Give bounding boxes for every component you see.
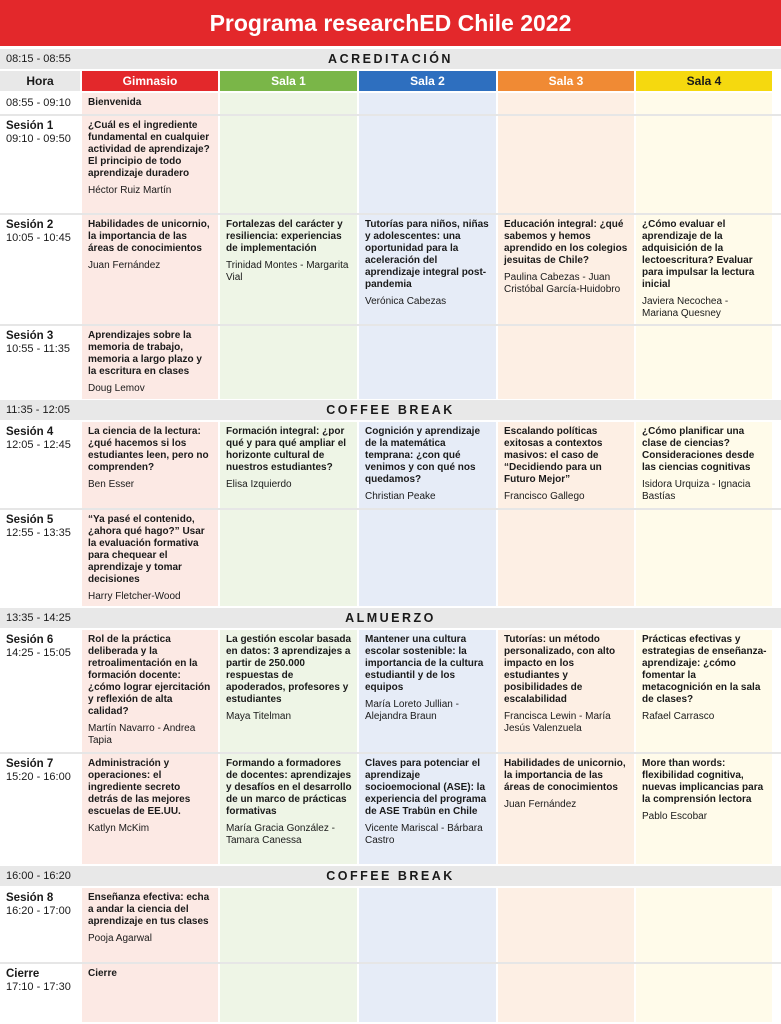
session-title: Habilidades de unicornio, la importancia de las áreas de conocimientos (88, 219, 210, 254)
row-time-sesion-2 (0, 215, 80, 324)
session-time: 12:55 - 13:35 (6, 527, 71, 539)
session-cell (636, 215, 772, 324)
row-time-sesion-5 (0, 510, 80, 606)
session-title: ¿Cómo planificar una clase de ciencias? Consideraciones desde las ciencias cognitivas (642, 426, 755, 473)
session-speaker: Rafael Carrasco (642, 711, 715, 722)
session-title: La ciencia de la lectura: ¿qué hacemos si los estudiantes leen, pero no comprenden? (88, 426, 209, 473)
empty-cell (359, 116, 496, 213)
session-cell (498, 422, 634, 508)
empty-cell (359, 93, 496, 114)
session-speaker: Isidora Urquiza - Ignacia Bastías (642, 479, 751, 502)
row-time-sesion-6 (0, 630, 80, 752)
empty-cell (220, 326, 357, 399)
band-coffee-break (0, 400, 781, 420)
band-acreditacion (0, 49, 781, 69)
session-name: Cierre (6, 968, 40, 980)
session-cell (82, 93, 218, 114)
session-time: 10:55 - 11:35 (6, 343, 71, 355)
session-title: Cognición y aprendizaje de la matemática temprana: ¿con qué venimos y con qué nos quedamos? (365, 426, 481, 485)
session-name: Sesión 4 (6, 426, 54, 438)
session-cell (82, 888, 218, 962)
row-time-sesion-3 (0, 326, 80, 399)
session-title: Habilidades de unicornio, la importancia de las áreas de conocimientos (504, 758, 626, 793)
session-name: Sesión 8 (6, 892, 54, 904)
empty-cell (636, 326, 772, 399)
program-title: Programa researchED Chile 2022 (209, 9, 572, 36)
session-speaker: Harry Fletcher-Wood (88, 591, 181, 602)
band-time: 13:35 - 14:25 (6, 612, 71, 624)
session-title: Tutorías: un método personalizado, con alto impacto en los estudiantes y posibilidades de escalabilidad (504, 634, 616, 705)
empty-cell (220, 93, 357, 114)
session-speaker: Elisa Izquierdo (226, 479, 292, 490)
empty-cell (359, 510, 496, 606)
session-cell (82, 215, 218, 324)
session-speaker: Juan Fernández (504, 799, 577, 810)
session-cell (220, 215, 357, 324)
session-cell (359, 215, 496, 324)
row-time-sesion-1 (0, 116, 80, 213)
column-header-sala-1: Sala 1 (220, 71, 357, 91)
session-speaker: Martín Navarro - Andrea Tapia (88, 723, 196, 746)
empty-cell (220, 964, 357, 1022)
session-title: Formando a formadores de docentes: aprendizajes y desafíos en el desarrollo de un marco de prácticas formativas (226, 758, 352, 817)
session-cell (636, 754, 772, 864)
session-title: Mantener una cultura escolar sostenible: la importancia de la cultura estudiantil y de los equipos (365, 634, 484, 693)
session-cell (220, 754, 357, 864)
session-title: Formación integral: ¿por qué y para qué ampliar el horizonte cultural de nuestros estudiantes? (226, 426, 347, 473)
band-time: 11:35 - 12:05 (6, 404, 71, 416)
session-speaker: Francisca Lewin - María Jesús Valenzuela (504, 711, 611, 734)
session-title: La gestión escolar basada en datos: 3 aprendizajes a partir de 250.000 respuestas de apoderados, profesores y estudiantes (226, 634, 352, 705)
empty-cell (498, 888, 634, 962)
session-cell (82, 510, 218, 606)
session-title: “Ya pasé el contenido, ¿ahora qué hago?” Usar la evaluación formativa para chequear el aprendizaje y tomar decisiones (88, 514, 205, 585)
band-label: ACREDITACIÓN (328, 52, 453, 66)
session-cell (636, 422, 772, 508)
session-title: ¿Cuál es el ingrediente fundamental en cualquier actividad de aprendizaje? El principio de todo aprendizaje duradero (88, 120, 210, 179)
session-name: Sesión 1 (6, 120, 54, 132)
session-speaker: Javiera Necochea - Mariana Quesney (642, 296, 729, 319)
session-speaker: María Gracia González - Tamara Canessa (226, 823, 335, 846)
session-title: ¿Cómo evaluar el aprendizaje de la adquisición de la lectoescritura? Evaluar para impulsar la lectura inicial (642, 219, 755, 290)
session-name: Sesión 2 (6, 219, 54, 231)
session-time: 16:20 - 17:00 (6, 905, 71, 917)
column-header-hora: Hora (0, 71, 80, 91)
session-cell (82, 422, 218, 508)
row-time-sesion-7 (0, 754, 80, 864)
session-cell (359, 422, 496, 508)
band-time: 08:15 - 08:55 (6, 53, 71, 65)
empty-cell (636, 510, 772, 606)
column-header-sala-4: Sala 4 (636, 71, 772, 91)
session-time: 15:20 - 16:00 (6, 771, 71, 783)
session-cell (498, 215, 634, 324)
session-cell (82, 326, 218, 399)
session-cell (82, 630, 218, 752)
session-speaker: Doug Lemov (88, 383, 145, 394)
band-label: COFFEE BREAK (326, 403, 455, 417)
empty-cell (359, 964, 496, 1022)
session-title: Aprendizajes sobre la memoria de trabajo, memoria a largo plazo y la escritura en clases (88, 330, 202, 377)
empty-cell (498, 964, 634, 1022)
session-title: Escalando políticas exitosas a contextos masivos: el caso de “Decidiendo para un Futuro Mejor” (504, 426, 603, 485)
band-coffee-break (0, 866, 781, 886)
session-title: Fortalezas del carácter y resiliencia: experiencias de implementación (226, 219, 343, 254)
session-title: Tutorías para niños, niñas y adolescentes: una oportunidad para la aceleración del aprendizaje integral post-pandemia (365, 219, 489, 290)
session-speaker: Vicente Mariscal - Bárbara Castro (365, 823, 483, 846)
band-time: 16:00 - 16:20 (6, 870, 71, 882)
session-speaker: Juan Fernández (88, 260, 161, 271)
session-speaker: Katlyn McKim (88, 823, 150, 834)
session-name: Sesión 6 (6, 634, 54, 646)
session-title: Cierre (88, 968, 117, 979)
session-time: 08:55 - 09:10 (6, 97, 71, 109)
session-speaker: Trinidad Montes - Margarita Vial (226, 260, 349, 283)
session-time: 12:05 - 12:45 (6, 439, 71, 451)
session-cell (82, 116, 218, 213)
session-title: More than words: flexibilidad cognitiva, nuevas implicancias para la comprensión lectora (642, 758, 764, 805)
row-time-bienvenida (0, 93, 80, 114)
band-label: ALMUERZO (345, 611, 436, 625)
empty-cell (498, 326, 634, 399)
session-cell (82, 754, 218, 864)
session-speaker: Maya Titelman (226, 711, 292, 722)
session-cell (636, 630, 772, 752)
empty-cell (220, 510, 357, 606)
empty-cell (359, 888, 496, 962)
session-name: Sesión 3 (6, 330, 54, 342)
session-speaker: Verónica Cabezas (365, 296, 447, 307)
session-speaker: Christian Peake (365, 491, 436, 502)
column-header-sala-2: Sala 2 (359, 71, 496, 91)
session-cell (498, 754, 634, 864)
session-cell (498, 630, 634, 752)
session-title: Administración y operaciones: el ingrediente secreto detrás de las mejores escuelas de EE.UU. (88, 758, 191, 817)
session-cell (359, 754, 496, 864)
session-time: 14:25 - 15:05 (6, 647, 71, 659)
session-cell (82, 964, 218, 1022)
session-cell (359, 630, 496, 752)
session-time: 10:05 - 10:45 (6, 232, 71, 244)
session-title: Educación integral: ¿qué sabemos y hemos aprendido en los colegios jesuitas de Chile? (504, 219, 628, 266)
session-title: Bienvenida (88, 97, 142, 108)
column-header-sala-3: Sala 3 (498, 71, 634, 91)
session-title: Enseñanza efectiva: echa a andar la ciencia del aprendizaje en tus clases (88, 892, 210, 927)
session-speaker: Pablo Escobar (642, 811, 708, 822)
band-label: COFFEE BREAK (326, 869, 455, 883)
session-title: Rol de la práctica deliberada y la retroalimentación en la formación docente: ¿cómo lograr ejercitación y reflexión de alta calidad? (88, 634, 211, 717)
session-name: Sesión 7 (6, 758, 54, 770)
session-time: 09:10 - 09:50 (6, 133, 71, 145)
session-cell (220, 630, 357, 752)
empty-cell (636, 116, 772, 213)
session-speaker: Héctor Ruiz Martín (88, 185, 172, 196)
row-time-sesion-8 (0, 888, 80, 962)
session-name: Sesión 5 (6, 514, 54, 526)
session-title: Claves para potenciar el aprendizaje socioemocional (ASE): la experiencia del programa de ASE Trabün en Chile (365, 758, 487, 817)
session-speaker: Francisco Gallego (504, 491, 585, 502)
session-time: 17:10 - 17:30 (6, 981, 71, 993)
session-speaker: Pooja Agarwal (88, 933, 152, 944)
band-almuerzo (0, 608, 781, 628)
empty-cell (636, 93, 772, 114)
empty-cell (636, 888, 772, 962)
program-title-banner (0, 0, 781, 46)
session-title: Prácticas efectivas y estrategias de enseñanza-aprendizaje: ¿cómo fomentar la metacognición en la sala de clases? (642, 634, 767, 705)
row-time-cierre (0, 964, 80, 1022)
session-speaker: María Loreto Jullian - Alejandra Braun (365, 699, 459, 722)
empty-cell (220, 888, 357, 962)
empty-cell (498, 510, 634, 606)
column-header-gimnasio: Gimnasio (82, 71, 218, 91)
empty-cell (359, 326, 496, 399)
session-cell (220, 422, 357, 508)
session-speaker: Ben Esser (88, 479, 135, 490)
row-time-sesion-4 (0, 422, 80, 508)
session-speaker: Paulina Cabezas - Juan Cristóbal García-Huidobro (504, 272, 621, 295)
empty-cell (220, 116, 357, 213)
empty-cell (498, 93, 634, 114)
empty-cell (498, 116, 634, 213)
empty-cell (636, 964, 772, 1022)
